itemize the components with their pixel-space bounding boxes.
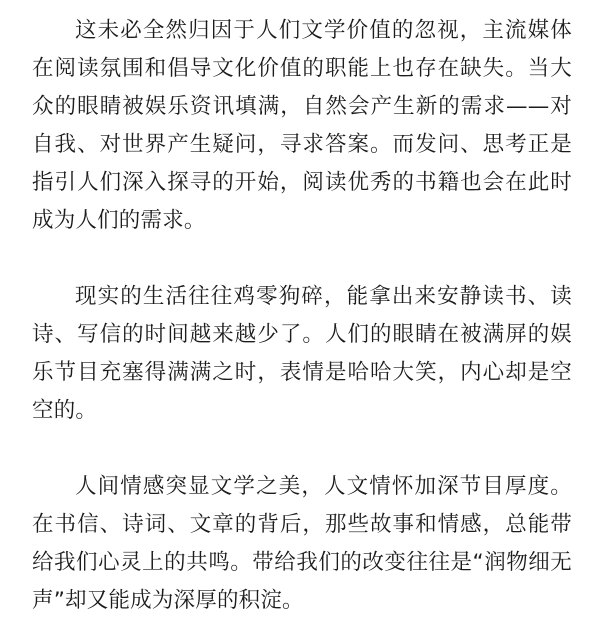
paragraph: 人间情感突显文学之美，人文情怀加深节目厚度。在书信、诗词、文章的背后，那些故事和情感，总能带给我们心灵上的共鸣。带给我们的改变往往是“润物细无声”却又能成为深厚的积淀。: [32, 474, 572, 613]
article-body: [32, 12, 572, 620]
paragraph: 现实的生活往往鸡零狗碎，能拿出来安静读书、读诗、写信的时间越来越少了。人们的眼睛在被满屏的娱乐节目充塞得满满之时，表情是哈哈大笑，内心却是空空的。: [32, 284, 572, 423]
paragraph: 这未必全然归因于人们文学价值的忽视，主流媒体在阅读氛围和倡导文化价值的职能上也存在缺失。当大众的眼睛被娱乐资讯填满，自然会产生新的需求——对自我、对世界产生疑问，寻求答案。而发问、思考正是指引人们深入探寻的开始，阅读优秀的书籍也会在此时成为人们的需求。: [32, 18, 572, 233]
